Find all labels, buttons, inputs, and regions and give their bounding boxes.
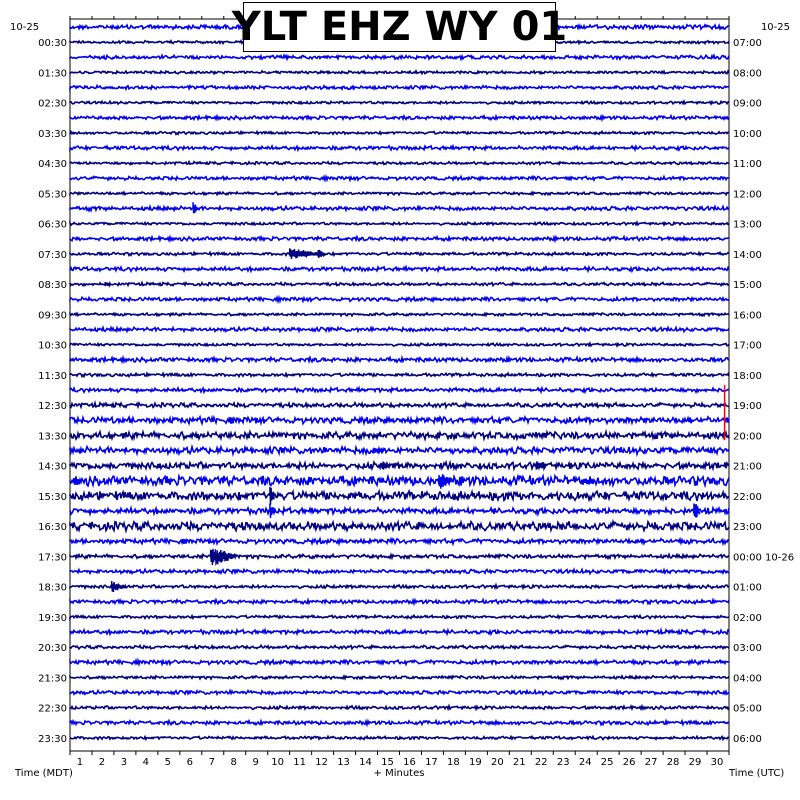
right-date-label: 10-25 [760,22,790,33]
right-time-label: 15:00 [733,280,762,292]
x-tick-label: 9 [252,757,259,768]
left-time-label: 06:30 [38,219,67,231]
plot-frame [70,19,729,751]
right-axis-title: Time (UTC) [729,768,785,779]
left-time-label: 13:30 [38,431,67,443]
left-time-label: 02:30 [38,98,67,110]
x-tick-label: 19 [468,757,482,768]
x-tick-label: 8 [230,757,237,768]
x-tick-label: 25 [600,757,614,768]
right-time-label: 04:00 [733,673,762,685]
right-time-label: 18:00 [733,370,762,382]
x-tick-label: 30 [710,757,724,768]
x-tick-label: 1 [76,757,84,768]
x-tick-label: 18 [447,757,460,768]
x-tick-label: 6 [186,757,193,768]
right-time-label: 12:00 [733,189,762,201]
x-tick-label: 23 [556,757,570,768]
x-tick-label: 7 [208,757,215,768]
left-time-label: 04:30 [38,159,67,171]
left-time-label: 05:30 [38,189,67,201]
left-time-label: 12:30 [38,401,67,413]
right-time-label: 10:00 [733,128,762,140]
x-tick-label: 2 [98,757,106,768]
right-time-label: 14:00 [733,249,762,261]
right-time-label: 02:00 [733,612,762,624]
x-tick-label: 11 [293,757,307,768]
left-time-label: 07:30 [38,249,67,261]
x-tick-label: 29 [688,757,702,768]
right-time-label: 07:00 [733,38,762,50]
left-time-label: 23:30 [38,733,67,745]
left-time-label: 15:30 [38,491,67,503]
x-tick-label: 20 [490,757,504,768]
x-tick-label: 13 [337,757,350,768]
x-tick-label: 3 [120,757,128,768]
left-time-label: 19:30 [38,612,67,624]
right-time-label: 06:00 [733,733,762,745]
right-time-label: 03:00 [733,643,762,655]
left-time-label: 14:30 [38,461,67,473]
left-time-label: 21:30 [38,673,67,685]
left-time-label: 01:30 [38,68,67,80]
left-time-label: 17:30 [38,552,67,564]
right-time-label: 01:00 [733,582,762,594]
right-time-label: 21:00 [733,461,762,473]
plot-border [70,19,729,751]
x-tick-label: 5 [164,757,172,768]
chart-title: YLT EHZ WY 01 [231,4,568,50]
left-time-label: 08:30 [38,280,67,292]
left-time-label: 18:30 [38,582,67,594]
right-time-label: 00:00 10-26 [733,552,795,564]
left-time-label: 22:30 [38,703,67,715]
left-axis-title: Time (MDT) [15,768,73,779]
right-time-label: 13:00 [733,219,762,231]
right-time-label: 20:00 [733,431,762,443]
x-axis-title: + Minutes [373,768,425,779]
right-time-label: 17:00 [733,340,762,352]
left-date-label: 10-25 [10,22,40,33]
right-time-label: 08:00 [733,68,762,80]
right-time-label: 19:00 [733,401,762,413]
x-tick-label: 27 [644,757,658,768]
right-time-label: 05:00 [733,703,762,715]
x-tick-label: 22 [534,757,548,768]
x-tick-label: 12 [315,757,328,768]
right-time-label: 09:00 [733,98,762,110]
right-time-label: 23:00 [733,522,762,534]
right-time-label: 22:00 [733,491,762,503]
x-tick-label: 10 [271,757,285,768]
x-tick-label: 14 [359,757,372,768]
left-time-label: 10:30 [38,340,67,352]
left-time-label: 20:30 [38,643,67,655]
right-time-label: 16:00 [733,310,762,322]
x-tick-label: 4 [142,757,150,768]
left-time-label: 16:30 [38,522,67,534]
right-time-label: 11:00 [733,159,762,171]
x-tick-label: 21 [512,757,526,768]
x-tick-label: 17 [425,757,438,768]
left-time-label: 09:30 [38,310,67,322]
x-tick-label: 16 [403,757,416,768]
left-time-label: 03:30 [38,128,67,140]
x-tick-label: 28 [666,757,680,768]
left-time-label: 00:30 [38,38,67,50]
x-tick-label: 26 [622,757,636,768]
x-tick-label: 15 [381,757,394,768]
event-3 [105,282,111,286]
left-time-label: 11:30 [38,370,67,382]
x-tick-label: 24 [578,757,592,768]
